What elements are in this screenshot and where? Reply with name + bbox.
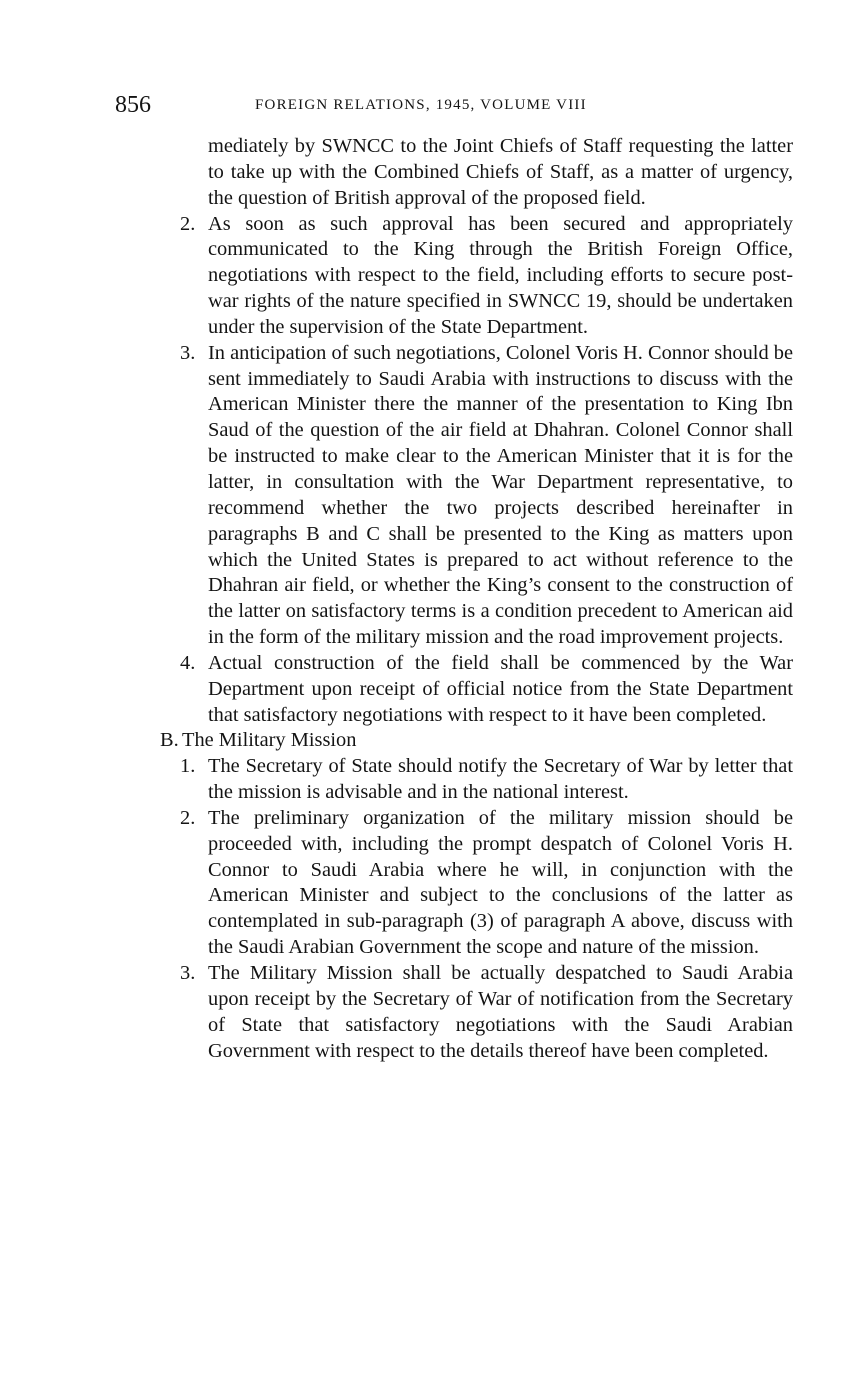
item-number: 3. (180, 341, 196, 364)
section-a-item-3 (180, 341, 793, 651)
section-b-item-1 (180, 754, 793, 806)
item-text: The Military Mission shall be actually despatched to Saudi Arabia upon receipt by the Secretary of War of notification from the Secretary of State that satisfactory negotiations with the Saudi Arabian Government with respect to the details thereof have been completed. (208, 962, 793, 1062)
item-number: 2. (180, 212, 196, 235)
section-b-heading (160, 728, 793, 754)
item-number: 2. (180, 806, 196, 829)
section-title: The Military Mission (182, 729, 357, 752)
section-a-item-2 (180, 212, 793, 341)
item-text: Actual construction of the field shall be commenced by the War Department upon receipt of official notice from the State Department that satisfactory negotiations with respect to it have been completed. (208, 651, 793, 726)
section-b-item-2 (180, 806, 793, 961)
page-number: 856 (115, 92, 151, 118)
page-body (0, 134, 855, 1064)
section-a-item-4 (180, 651, 793, 729)
running-head: FOREIGN RELATIONS, 1945, VOLUME VIII (255, 97, 587, 113)
item-text: The Secretary of State should notify the Secretary of War by letter that the mission is advisable and in the national interest. (208, 755, 793, 804)
section-letter: B. (160, 729, 179, 752)
item-text: As soon as such approval has been secured and appropriately communicated to the King through the British Foreign Office, negotiations with respect to the field, including efforts to secure post-war rights of the nature specified in SWNCC 19, should be undertaken under the supervision of the State Department. (208, 212, 793, 338)
continued-paragraph: mediately by SWNCC to the Joint Chiefs of Staff requesting the latter to take up with the Combined Chiefs of Staff, as a matter of urgency, the question of British approval of the proposed field. (208, 135, 793, 209)
item-number: 4. (180, 651, 196, 674)
item-text: The preliminary organization of the military mission should be proceeded with, including the prompt despatch of Colonel Voris H. Connor to Saudi Arabia where he will, in conjunction with the American Minister and subject to the conclusions of the latter as contemplated in sub-paragraph (3) of paragraph A above, discuss with the Saudi Arabian Government the scope and nature of the mission. (208, 806, 793, 959)
item-number: 3. (180, 962, 196, 984)
item-text: In anticipation of such negotiations, Colonel Voris H. Connor should be sent immediately to Saudi Arabia with instructions to discuss with the American Minister there the manner of the presentation to King Ibn Saud of the question of the air field at Dhahran. Colonel Connor shall be instructed to make clear to the American Minister that it is for the latter, in consultation with the War Department representative, to recommend whether the two projects described hereinafter in paragraphs B and C shall be presented to the King as matters upon which the United States is prepared to act without reference to the Dhahran air field, or whether the King’s consent to the construction of the latter on satisfactory terms is a condition precedent to American aid in the form of the military mission and the road improvement projects. (208, 341, 793, 649)
section-b-item-3 (180, 961, 793, 1064)
item-number: 1. (180, 755, 196, 778)
